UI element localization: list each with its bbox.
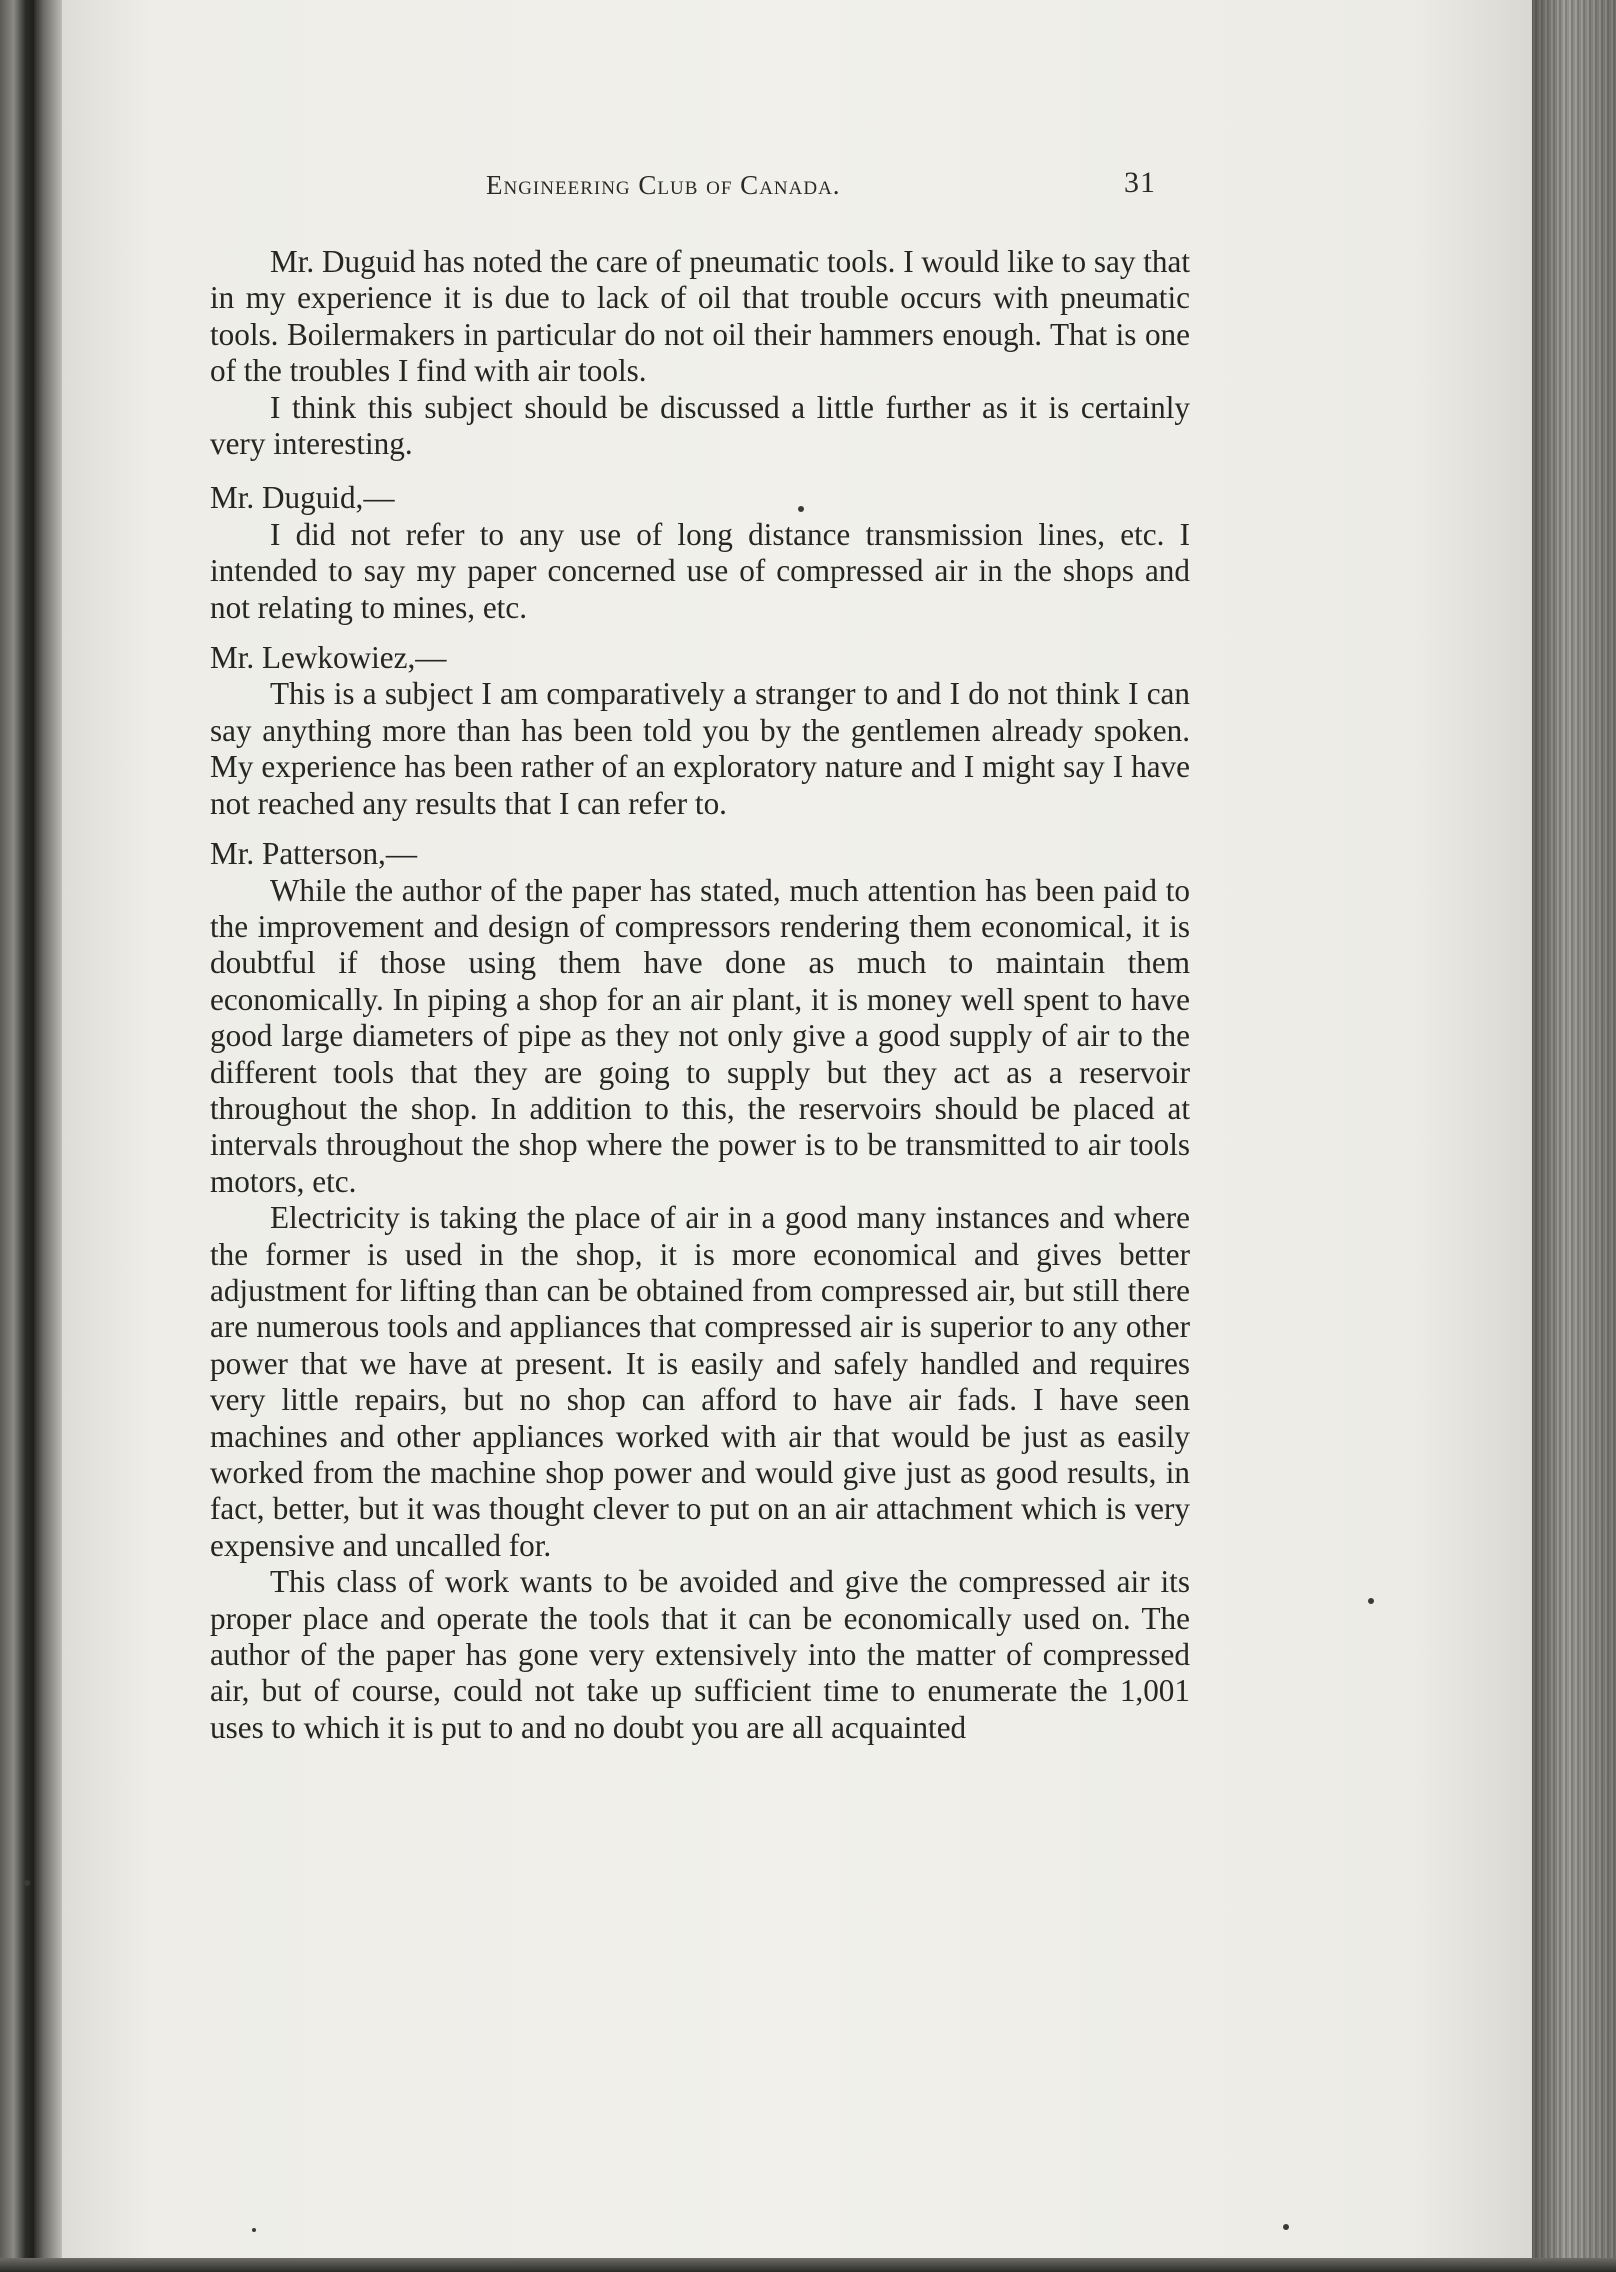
paragraph-3: I did not refer to any use of long distance transmission lines, etc. I intended to say my paper concerned use of compressed air in the shops and not relating to mines, etc. xyxy=(210,516,1190,625)
speaker-patterson: Mr. Patterson,— xyxy=(210,836,418,872)
speaker-duguid: Mr. Duguid,— xyxy=(210,480,395,516)
paragraph-6: Electricity is taking the place of air in a good many instances and where the former is used in the shop, it is more economical and gives better adjustment for lifting than can be obtained from compressed air, but still there are numerous tools and appliances that compressed air is superior to any other power that we have at present. It is easily and safely handled and requires very little repairs, but no shop can afford to have air fads. I have seen machines and other appliances worked with air that would be just as easily worked from the machine shop power and would give just as good results, in fact, better, but it was thought clever to put on an air attachment which is very expensive and uncalled for. xyxy=(210,1200,1190,1563)
running-head-title: Engineering Club of Canada. xyxy=(486,170,841,200)
bottom-edge xyxy=(0,2258,1616,2272)
paragraph-1: Mr. Duguid has noted the care of pneumatic tools. I would like to say that in my experience it is due to lack of oil that trouble occurs with pneumatic tools. Boilermakers in particular do not oil their hammers enough. That is one of the troubles I find with air tools. xyxy=(210,244,1190,389)
dust-speck xyxy=(24,1880,30,1886)
paragraph-2: I think this subject should be discussed a little further as it is certainly very interesting. xyxy=(210,389,1190,462)
page-body xyxy=(210,244,1190,1746)
dust-speck xyxy=(1283,2224,1289,2230)
speaker-lewkowiez: Mr. Lewkowiez,— xyxy=(210,640,447,676)
paragraph-5: While the author of the paper has stated, much attention has been paid to the improvement and design of compressors rendering them economical, it is doubtful if those using them have done as much to maintain them economically. In piping a shop for an air plant, it is money well spent to have good large diameters of pipe as they not only give a good supply of air to the different tools that they are going to supply but they act as a reservoir throughout the shop. In addition to this, the reservoirs should be placed at intervals throughout the shop where the power is to be transmitted to air tools motors, etc. xyxy=(210,872,1190,1199)
running-head xyxy=(460,166,1180,206)
paragraph-4: This is a subject I am comparatively a stranger to and I do not think I can say anything more than has been told you by the gentlemen already spoken. My experience has been rather of an exploratory nature and I might say I have not reached any results that I can refer to. xyxy=(210,676,1190,821)
previous-page-edge xyxy=(0,0,34,2272)
dust-speck xyxy=(252,2228,256,2232)
paragraph-7: This class of work wants to be avoided and give the compressed air its proper place and operate the tools that it can be economically used on. The author of the paper has gone very extensively into the matter of compressed air, but of course, could not take up sufficient time to enumerate the 1,001 uses to which it is put to and no doubt you are all acquainted xyxy=(210,1564,1190,1745)
page-edges-shade xyxy=(1532,0,1616,2272)
dust-speck xyxy=(1368,1598,1374,1604)
dust-speck xyxy=(798,506,804,512)
page-number: 31 xyxy=(1124,166,1156,199)
book-gutter xyxy=(34,0,62,2272)
